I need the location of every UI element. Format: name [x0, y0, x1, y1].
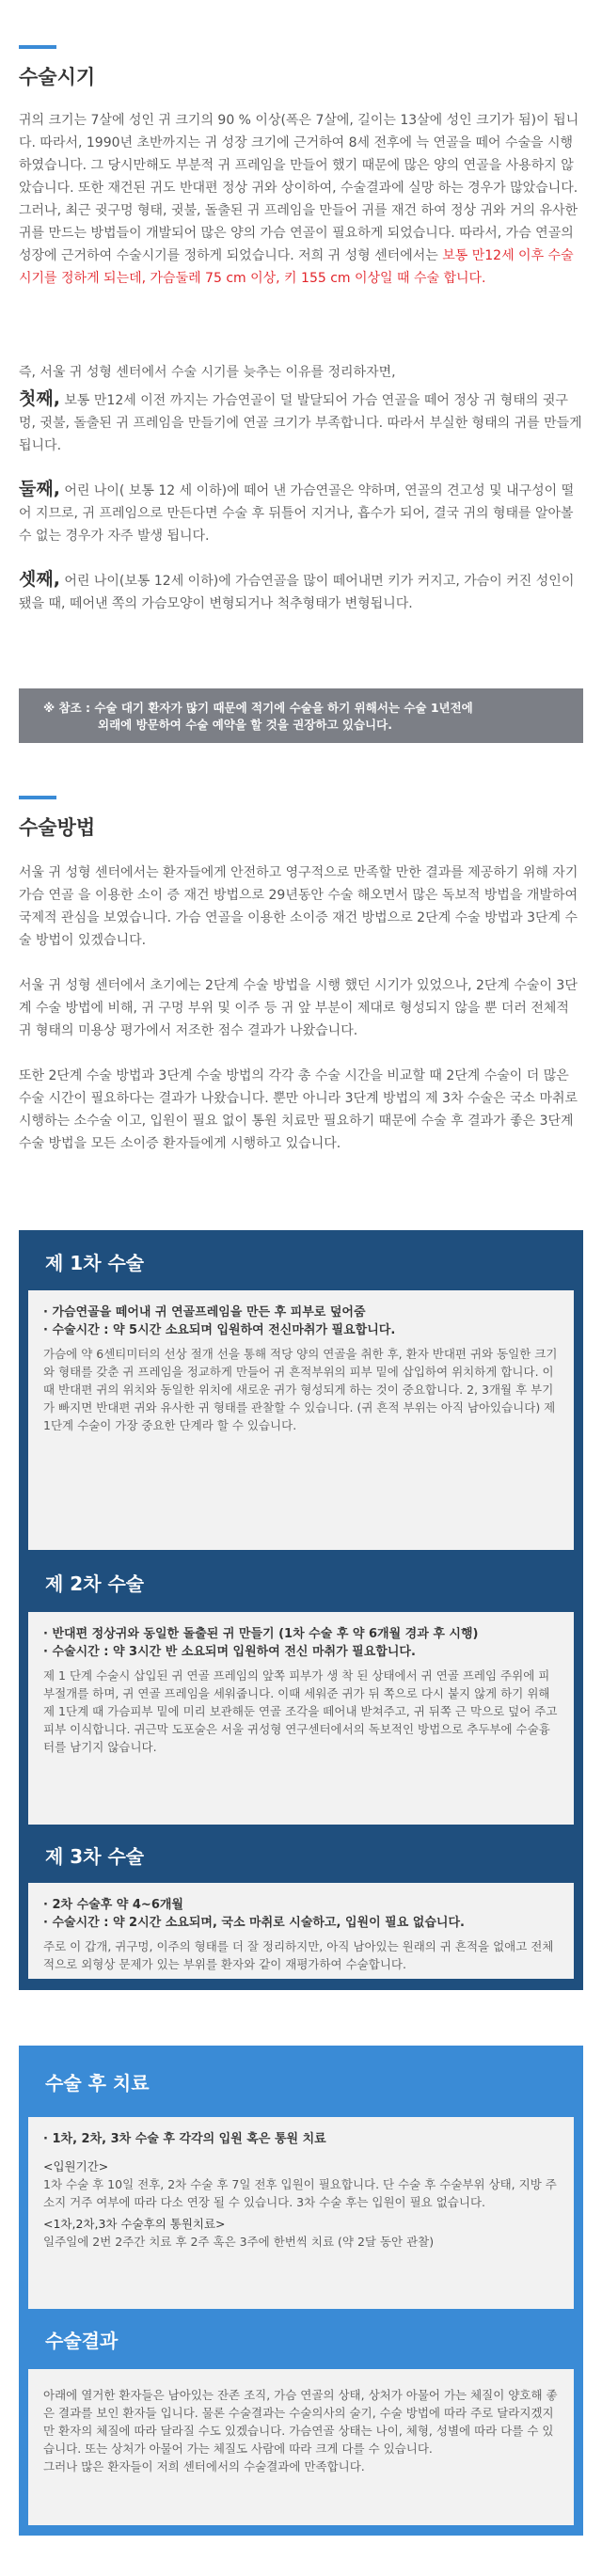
- method-paragraph-3: 또한 2단계 수술 방법과 3단계 수술 방법의 각각 총 수술 시간을 비교할 때 2단계 수술이 더 많은 수술 시간이 필요하다는 결과가 나왔습니다. 뿐만 아니라 3단계 방법의 제 3차 수술은 국소 마취로 시행하는 소수술 이고, 입원이 필요 없이 통원 치료만 필요하기 때문에 수술 후 결과가 좋은 3단계 수술 방법을 모든 소이증 환자들에게 시행하고 있습니다.: [19, 1068, 578, 1151]
- stage2-title: 제 2차 수술: [45, 1572, 145, 1595]
- aftercare-panel: [19, 2046, 583, 2536]
- surgery-stages-panel: [19, 1230, 583, 1990]
- stage1-text: 가슴에 약 6센티미터의 선상 절개 선을 통해 적당 양의 연골을 취한 후, 환자 반대편 귀와 동일한 크기와 형태를 갖춘 귀 프레임을 정교하게 만들어 귀 흔적부위의 피부 밑에 삽입하여 위치하게 합니다. 이때 반대편 귀의 위치와 동일한 위치에 새로운 귀가 형성되게 하는 것이 중요합니다. 2, 3개월 후 부기가 빠지면 반대편 귀와 유사한 귀 형태를 관찰할 수 있습니다. (귀 흔적 부위는 아직 남아있습니다) 제 1단계 수술이 가장 중요한 단계라 할 수 있습니다.: [43, 1347, 558, 1432]
- reason-third-label: 셋째,: [19, 569, 60, 590]
- reason-first-label: 첫째,: [19, 388, 60, 409]
- result-box: [28, 2369, 574, 2525]
- stage1-bullet-1: · 가슴연골을 떼어내 귀 연골프레임을 만든 후 피부로 덮어줌: [43, 1305, 366, 1320]
- note-line-2: 외래에 방문하여 수술 예약을 할 것을 권장하고 있습니다.: [98, 718, 392, 732]
- reason-second-text: 어린 나이( 보통 12 세 이하)에 떼어 낸 가슴연골은 약하며, 연골의 견고성 및 내구성이 떨어 지므로, 귀 프레임으로 만든다면 수술 후 뒤틀어 지거나, 흡수가 되어, 결국 귀의 형태를 알아볼 수 없는 경우가 자주 발생 됩니다.: [19, 483, 575, 544]
- timing-text: 귀의 크기는 7살에 성인 귀 크기의 90 % 이상(폭은 7살에, 길이는 13살에 성인 크기가 됨)이 됩니다. 따라서, 1990년 초반까지는 귀 성장 크기에 근거하여 8세 전후에 늑 연골을 떼어 수술을 시행 하였습니다. 그 당시만해도 부분적 귀 프레임을 만들어 했기 때문에 많은 양의 연골을 사용하지 않았습니다. 또한 재건된 귀도 반대편 정상 귀와 상이하여, 수술결과에 실망 하는 경우가 많았습니다. 그러나, 최근 귓구멍 형태, 귓불, 돌출된 귀 프레임을 만들어 귀를 재건 하여 정상 귀와 거의 유사한 귀를 만드는 방법들이 개발되어 많은 양의 가슴 연골이 필요하게 되었습니다. 따라서, 가슴 연골의 성장에 근거하여 수술시기를 정하게 되었습니다. 저희 귀 성형 센터에서는: [19, 113, 579, 263]
- result-text-last: 그러나 많은 환자들이 저희 센터에서의 수술결과에 만족합니다.: [43, 2459, 365, 2473]
- method-paragraph-1: 서울 귀 성형 센터에서는 환자들에게 안전하고 영구적으로 만족할 만한 결과를 제공하기 위해 자기 가슴 연골 을 이용한 소이 증 재건 방법으로 29년동안 수술 해오면서 많은 독보적 방법을 개발하여 국제적 관심을 보였습니다. 가슴 연골을 이용한 소이증 재건 방법으로 2단계 수술 방법과 3단계 수술 방법이 있겠습니다.: [19, 865, 578, 948]
- section-accent-bar: [19, 796, 56, 799]
- reason-third-text: 어린 나이(보통 12세 이하)에 가슴연골을 많이 떼어내면 키가 커지고, 가슴이 커진 성인이 됐을 때, 떼어낸 쪽의 가슴모양이 변형되거나 척추형태가 변형됩니다.: [19, 574, 575, 611]
- method-title: 수술방법: [19, 816, 96, 839]
- stage2-text: 제 1 단계 수술시 삽입된 귀 연골 프레임의 앞쪽 피부가 생 착 된 상태에서 귀 연골 프레임 주위에 피부절개를 하며, 귀 연골 프레임을 세워줍니다. 이때 세워준 귀가 뒤 쪽으로 다시 붙지 않게 하기 위해 제 1단계 때 가슴피부 밑에 미리 보관해둔 연골 조각을 떼어내 받쳐주고, 귀 뒤쪽 근 막으로 덮어 주고 피부 이식합니다. 귀근막 도포술은 서울 귀성형 연구센터에서의 독보적인 방법으로 추두부에 수술흉터를 남기지 않습니다.: [43, 1668, 558, 1754]
- stage3-box: [28, 1883, 574, 1979]
- stage1-bullet-2: · 수술시간 : 약 5시간 소요되며 입원하여 전신마취가 필요합니다.: [43, 1323, 396, 1337]
- reason-second: [19, 478, 583, 547]
- stage1-title: 제 1차 수술: [45, 1252, 145, 1274]
- reason-third: [19, 568, 583, 615]
- stage2-bullet-2: · 수술시간 : 약 3시간 반 소요되며 입원하여 전신 마취가 필요합니다.: [43, 1645, 416, 1659]
- method-paragraph-2: 서울 귀 성형 센터에서 초기에는 2단계 수술 방법을 시행 했던 시기가 있었으나, 2단계 수술이 3단계 수술 방법에 비해, 귀 구멍 부위 및 이주 등 귀 앞 부분이 제대로 형성되지 않을 뿐 더러 전체적 귀 형태의 미용상 평가에서 저조한 점수 결과가 나왔습니다.: [19, 978, 578, 1038]
- timing-title: 수술시기: [19, 66, 96, 88]
- reservation-note: [19, 688, 583, 743]
- result-text: 아래에 열거한 환자들은 남아있는 잔존 조직, 가슴 연골의 상태, 상처가 아물어 가는 체질이 양호해 좋은 결과를 보인 환자들 입니다. 물론 수술결과는 수술의사의 술기, 수술 방법에 따라 주로 달라지겠지만 환자의 체질에 따라 달라질 수도 있겠습니다. 가슴연골 상태는 나이, 체형, 성별에 따라 다를 수 있습니다. 또는 상처가 아물어 가는 체질도 사람에 따라 크게 다를 수 있습니다.: [43, 2388, 558, 2456]
- reason-first-text: 보통 만12세 이전 까지는 가슴연골이 덜 발달되어 가슴 연골을 떼어 정상 귀 형태의 귓구멍, 귓불, 돌출된 귀 프레임을 만들기에 연골 크기가 부족합니다. 따라서 부실한 형태의 귀를 만들게 됩니다.: [19, 393, 582, 453]
- timing-highlight: 보통 만12세 이후 수술 시기를 정하게 되는데, 가슴둘레 75 cm 이상, 키 155 cm 이상일 때 수술 합니다.: [19, 248, 574, 286]
- reason-first: [19, 387, 583, 457]
- section-accent-bar: [19, 45, 56, 49]
- timing-summary: 즉, 서울 귀 성형 센터에서 수술 시기를 늦추는 이유를 정리하자면,: [19, 365, 396, 380]
- aftercare-subtitle-1: <입원기간>: [43, 2159, 109, 2173]
- timing-paragraph: [19, 109, 583, 290]
- aftercare-box: [28, 2117, 574, 2309]
- stage3-bullet-1: · 2차 수술후 약 4~6개월: [43, 1898, 183, 1912]
- stage2-bullet-1: · 반대편 정상귀와 동일한 돌출된 귀 만들기 (1차 수술 후 약 6개월 경과 후 시행): [43, 1627, 479, 1641]
- reason-second-label: 둘째,: [19, 479, 60, 499]
- stage1-box: [28, 1290, 574, 1550]
- note-line-1: ※ 참조 : 수술 대기 환자가 많기 때문에 적기에 수술을 하기 위해서는 수술 1년전에: [43, 701, 473, 715]
- aftercare-bullet: · 1차, 2차, 3차 수술 후 각각의 입원 혹은 통원 치료: [43, 2132, 326, 2146]
- aftercare-text-2: 일주일에 2번 2주간 치료 후 2주 혹은 3주에 한번씩 치료 (약 2달 동안 관찰): [43, 2235, 435, 2249]
- stage3-bullet-2: · 수술시간 : 약 2시간 소요되며, 국소 마취로 시술하고, 입원이 필요 없습니다.: [43, 1916, 465, 1930]
- aftercare-subtitle-2: <1차,2차,3차 수술후의 통원치료>: [43, 2217, 226, 2231]
- result-title: 수술결과: [45, 2330, 119, 2352]
- aftercare-text-1: 1차 수술 후 10일 전후, 2차 수술 후 7일 전후 입원이 필요합니다. 단 수술 후 수술부위 상태, 지방 주소지 거주 여부에 따라 다소 연장 될 수 있습니다. 3차 수술 후는 입원이 필요 없습니다.: [43, 2177, 557, 2209]
- aftercare-title: 수술 후 치료: [45, 2072, 150, 2094]
- stage2-box: [28, 1612, 574, 1825]
- stage3-title: 제 3차 수술: [45, 1845, 145, 1868]
- stage3-text: 주로 이 갑개, 귀구멍, 이주의 형태를 더 잘 정리하지만, 아직 남아있는 원래의 귀 흔적을 없애고 전체적으로 외형상 문제가 있는 부위를 환자와 같이 재평가하여 수술합니다.: [43, 1939, 554, 1971]
